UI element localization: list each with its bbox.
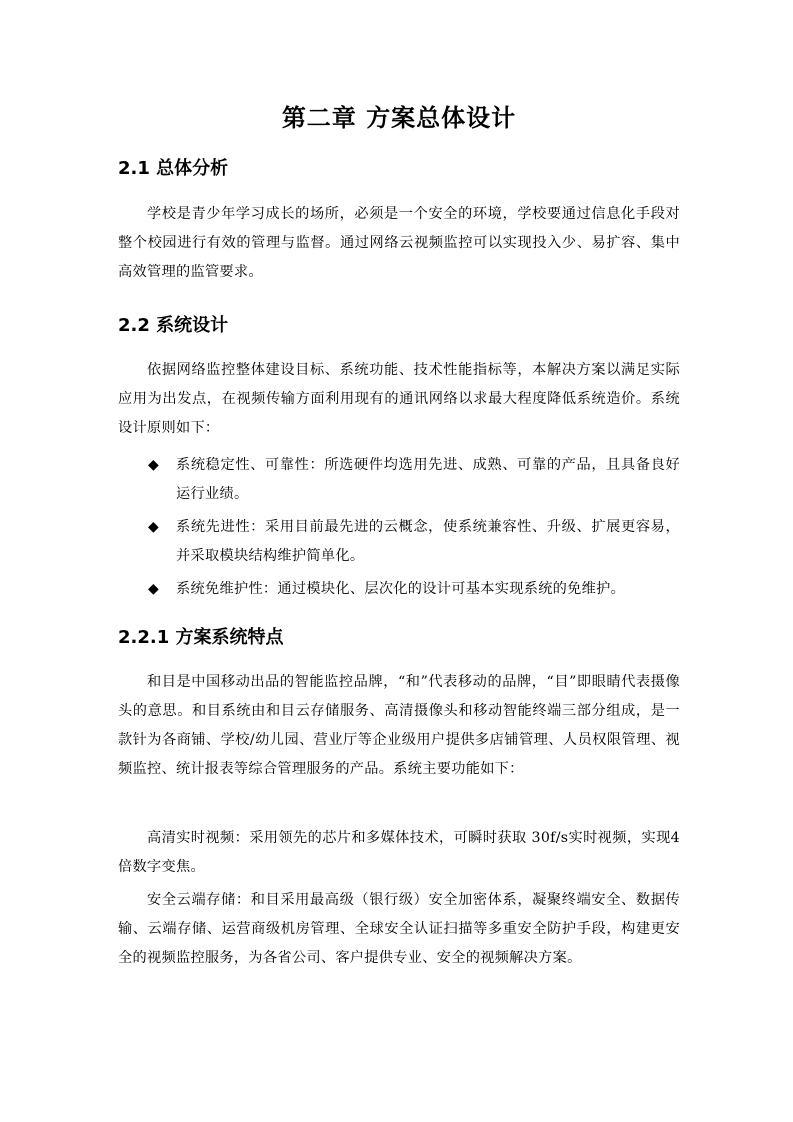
bullet-item <box>148 575 680 604</box>
diamond-bullet-icon: ◆ <box>148 457 160 473</box>
diamond-bullet-icon: ◆ <box>148 581 160 597</box>
bullet-text: 系统免维护性：通过模块化、层次化的设计可基本实现系统的免维护。 <box>176 581 626 597</box>
feature-paragraph-hd-video: 高清实时视频：采用领先的芯片和多媒体技术，可瞬时获取 30f/s实时视频，实现4倍数字变焦。 <box>118 830 680 875</box>
section-heading-2-1: 2.1 总体分析 <box>118 158 229 179</box>
bullet-item <box>148 451 680 509</box>
section-2-2-paragraph: 依据网络监控整体建设目标、系统功能、技术性能指标等，本解决方案以满足实际应用为出发点，在视频传输方面利用现有的通讯网络以求最大程度降低系统造价。系统设计原则如下： <box>118 362 680 436</box>
chapter-title: 第二章 方案总体设计 <box>281 104 517 132</box>
feature-paragraph-cloud-storage: 安全云端存储：和目采用最高级（银行级）安全加密体系，凝聚终端安全、数据传输、云端存储、运营商级机房管理、全球安全认证扫描等多重安全防护手段，构建更安全的视频监控服务，为各省公司、客户提供专业、安全的视频解决方案。 <box>118 892 680 966</box>
section-2-1-paragraph: 学校是青少年学习成长的场所，必须是一个安全的环境，学校要通过信息化手段对整个校园进行有效的管理与监督。通过网络云视频监控可以实现投入少、易扩容、集中高效管理的监管要求。 <box>118 206 680 280</box>
bullet-item <box>148 513 680 571</box>
section-heading-2-2: 2.2 系统设计 <box>118 315 229 336</box>
bullet-text: 系统稳定性、可靠性：所选硬件均选用先进、成熟、可靠的产品，且具备良好运行业绩。 <box>176 457 680 502</box>
diamond-bullet-icon: ◆ <box>148 519 160 535</box>
section-2-2-1-paragraph: 和目是中国移动出品的智能监控品牌，“和”代表移动的品牌，“目”即眼睛代表摄像头的意思。和目系统由和目云存储服务、高清摄像头和移动智能终端三部分组成，是一款针为各商铺、学校/幼儿园、营业厅等企业级用户提供多店铺管理、人员权限管理、视频监控、统计报表等综合管理服务的产品。系统主要功能如下： <box>118 674 680 777</box>
section-heading-2-2-1: 2.2.1 方案系统特点 <box>118 627 284 648</box>
bullet-text: 系统先进性：采用目前最先进的云概念，使系统兼容性、升级、扩展更容易，并采取模块结构维护简单化。 <box>176 519 680 564</box>
